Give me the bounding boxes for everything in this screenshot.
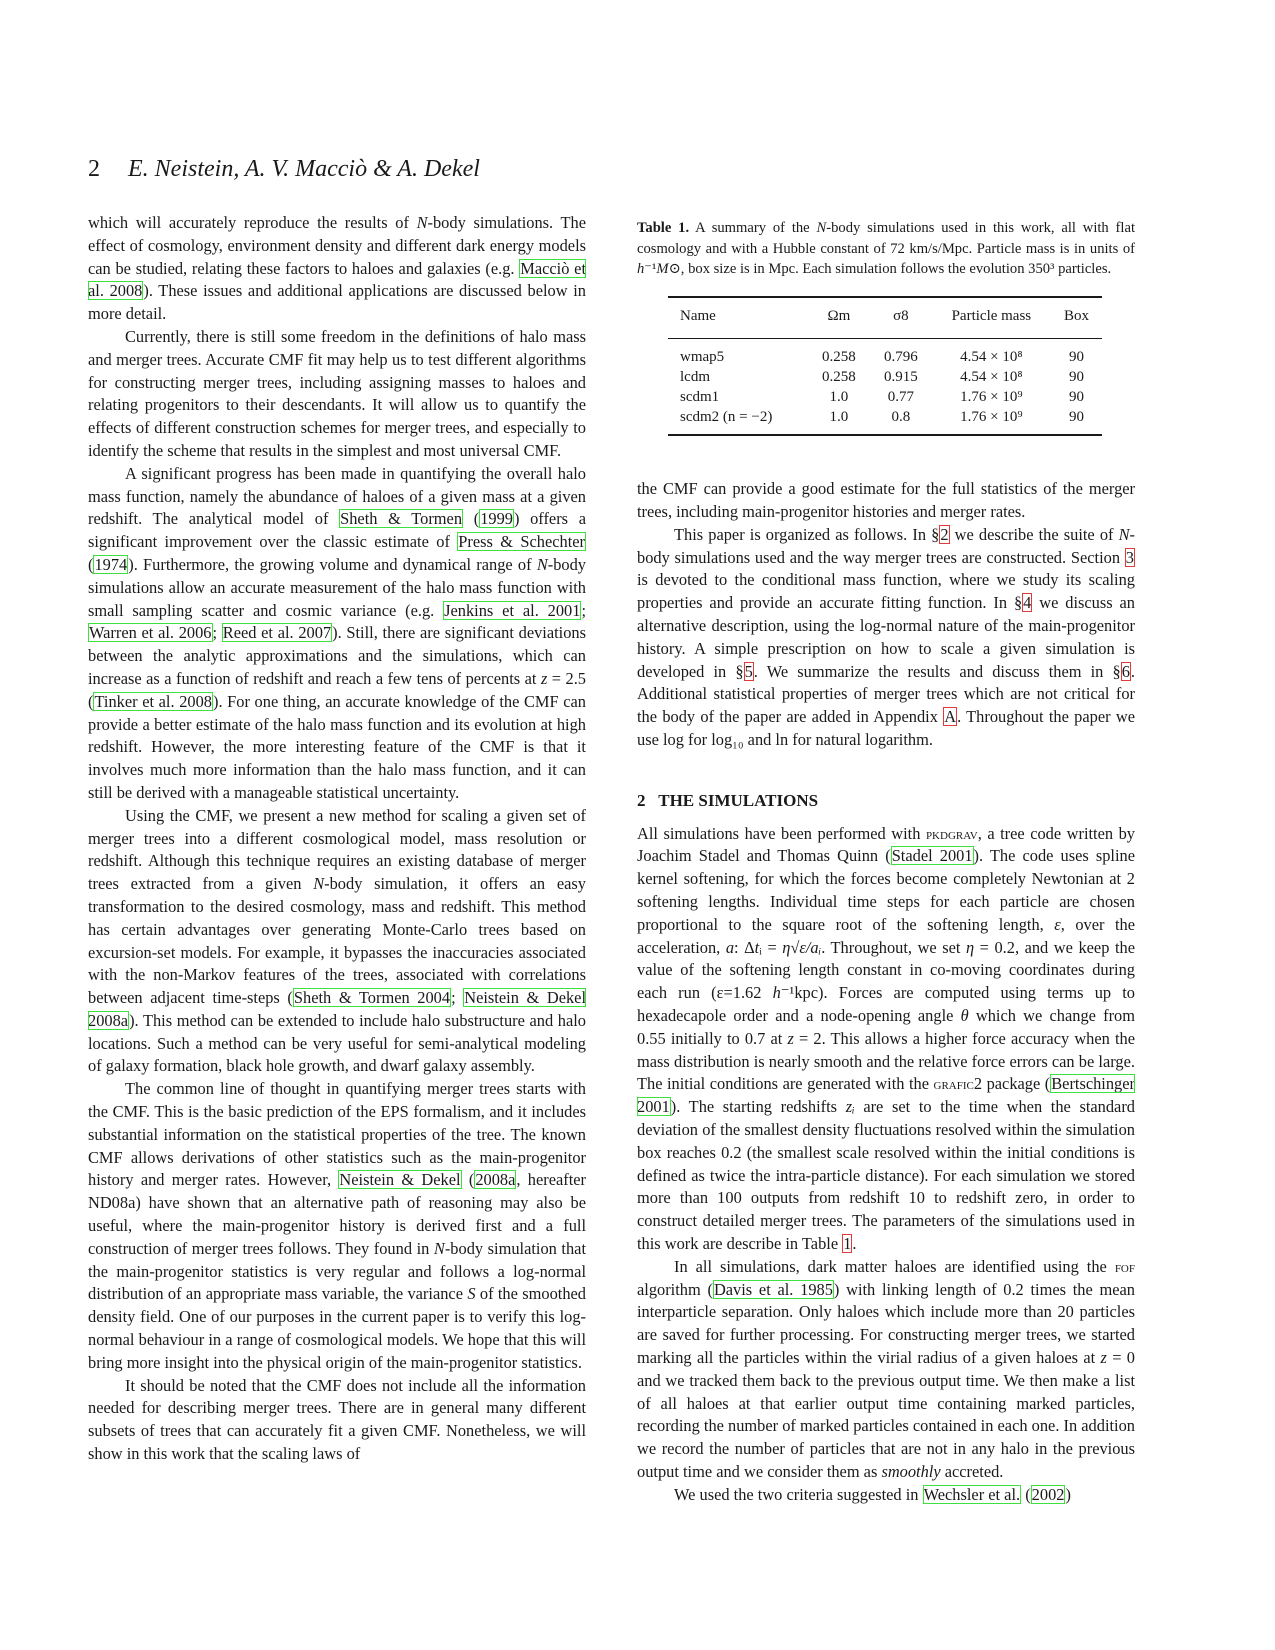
math-symbol: ε/aᵢ xyxy=(799,937,822,957)
right-body xyxy=(637,823,1135,1507)
text-run: ) offers a significant improvement over the classic estimate of xyxy=(88,509,587,552)
text-run: = 2.5 ( xyxy=(88,668,586,711)
math-symbol: z xyxy=(1100,1347,1107,1367)
text-run: ᵢ = xyxy=(759,937,783,957)
text-run: -body simulation, it offers an easy transformation to the desired cosmology, mass and redshift. This method has certain advantages over generating Monte-Carlo trees based on excursion-set models. For example, it bypasses the inaccuracies associated with the non-Markov features of the trees, associated with correlations between adjacent time-steps ( xyxy=(88,874,586,1008)
text-run: √ xyxy=(790,937,800,957)
text-run: ; xyxy=(212,623,222,643)
left-column xyxy=(88,212,586,1466)
citation-link[interactable]: Macciò et al. 2008 xyxy=(88,258,587,301)
text-run: the CMF can provide a good estimate for the full statistics of the merger trees, including main-progenitor histories and merger rates. xyxy=(637,479,1135,522)
text-run: . Throughout the paper we use log for log₁₀ and ln for natural logarithm. xyxy=(637,707,1135,750)
citation-link[interactable]: Tinker et al. 2008 xyxy=(94,691,212,711)
text-run: of the smoothed density field. One of our purposes in the current paper is to verify this log-normal behaviour in a range of cosmological models. We hope that this will bring more insight into the physical origin of the main-progenitor statistics. xyxy=(88,1284,586,1372)
text-run: ). The starting redshifts xyxy=(670,1097,846,1117)
text-run: -body simulations. The effect of cosmology, environment density and different dark energy models can be studied, relating these factors to haloes and galaxies (e.g. xyxy=(88,213,586,278)
text-run: The common line of thought in quantifying merger trees starts with the CMF. This is the basic prediction of the EPS formalism, and it includes substantial information on the statistical properties of the tree. The known CMF allows derivations of other statistics such as the main-progenitor history and merger rates. However, xyxy=(88,1079,586,1190)
text-run: ). This method can be extended to include halo substructure and halo locations. Such a method can be very useful for semi-analytical modeling of galaxy formation, black hole growth, and dwarf galaxy assembly. xyxy=(88,1010,586,1076)
table-cell: 1.0 xyxy=(829,389,849,406)
text-run: ). The code uses spline kernel softening, for which the forces become completely Newtonian at 2 softening lengths. Individual time steps for each particle are chosen proportional to the square root of the softening length, xyxy=(637,846,1135,934)
text-run: Currently, there is still some freedom in the definitions of halo mass and merger trees. Accurate CMF fit may help us to test different algorithms for constructing merger trees, including assigning masses to haloes and relating progenitors to their descendants. It will allow us to quantify the effects of different construction schemes for merger trees, and especially to identify the scheme that results in the simplest and most universal CMF. xyxy=(88,326,586,460)
text-run: . Throughout, we set xyxy=(821,937,966,957)
paragraph xyxy=(88,805,586,1079)
math-symbol: N xyxy=(313,874,325,894)
math-symbol: η xyxy=(965,937,975,957)
section-title: THE SIMULATIONS xyxy=(658,790,819,810)
text-run: ( xyxy=(88,554,94,574)
citation-link[interactable]: 2008a xyxy=(475,1170,516,1190)
table-cell: wmap5 xyxy=(680,349,725,366)
text-run: In all simulations, dark matter haloes are identified using the xyxy=(674,1256,1115,1276)
table-cell: 0.915 xyxy=(883,369,918,386)
cross-reference-link[interactable]: 5 xyxy=(744,661,753,681)
paragraph xyxy=(88,1078,586,1374)
text-run: ⁻¹kpc). Forces are computed using terms up to hexadecapole order and a node-opening angle xyxy=(637,983,1135,1026)
math-symbol: N xyxy=(536,554,548,574)
citation-link[interactable]: Sheth & Tormen xyxy=(340,509,463,529)
text-run: ) xyxy=(1065,1484,1071,1504)
text-run: ). Furthermore, the growing volume and dynamical range of xyxy=(128,554,537,574)
text-run: which we change from 0.55 initially to 0.7 at xyxy=(637,1006,1135,1048)
text-run: = 0.2, and we keep the value of the softening length constant in co-moving coordinates during each run (ε=1.62 xyxy=(637,937,1135,1003)
table-cell: 0.77 xyxy=(887,389,914,406)
text-run: ; xyxy=(581,600,586,620)
section-heading xyxy=(637,790,1135,813)
citation-link[interactable]: Neistein & Dekel 2008a xyxy=(88,988,587,1030)
table-cell: 1.76 × 10⁹ xyxy=(960,409,1023,426)
table-caption xyxy=(637,218,1135,280)
text-run: ( xyxy=(463,509,480,529)
table-column-header: σ8 xyxy=(893,307,909,324)
text-run: ) with linking length of 0.2 times the mean interparticle separation. Only haloes which include more than 20 particles are saved for further processing. For constructing merger trees, we started marking all the particles within the virial radius of a given haloes at xyxy=(637,1279,1135,1367)
text-run: , box size is in Mpc. Each simulation follows the evolution 350³ particles. xyxy=(680,261,1112,277)
text-run: 2 package ( xyxy=(973,1074,1051,1094)
cross-reference-link[interactable]: 2 xyxy=(940,524,949,544)
text-run: are set to the time when the standard deviation of the smallest density fluctuations resolved within the simulation box reaches 0.2 (the smallest scale resolved within the initial conditions is defined as twice the intra-particle distance). For each simulation we stored more than 100 outputs from redshift 10 to redshift zero, in order to construct detailed merger trees. The parameters of the simulations used in this work are describe in Table xyxy=(637,1097,1135,1253)
table-column-header: Ωm xyxy=(827,307,851,324)
text-run: A summary of the xyxy=(689,220,817,236)
paragraph xyxy=(637,823,1135,1256)
table-caption-text xyxy=(637,220,1135,277)
paragraph xyxy=(88,326,586,463)
text-run: = 0 and we tracked them back to the previous output time. We then make a list of all haloes at that earlier output time containing marked particles, recording the number of marked particles contained in each one. In addition we record the number of particles that are not in any halo in the previous output time and we consider them as xyxy=(637,1347,1135,1481)
table-column-header: Particle mass xyxy=(951,307,1032,324)
cross-reference-link[interactable]: 1 xyxy=(843,1234,852,1253)
math-symbol: N xyxy=(416,213,428,232)
math-symbol: z xyxy=(540,668,548,688)
table-cell: scdm1 xyxy=(680,389,720,406)
paragraph xyxy=(637,524,1135,752)
text-run: , over the acceleration, xyxy=(637,914,1135,957)
table-cell: 4.54 × 10⁸ xyxy=(960,349,1023,366)
text-run: -body simulations used and the way merger trees are constructed. Section xyxy=(637,524,1135,567)
math-symbol: h xyxy=(772,983,781,1003)
table-cell: 4.54 × 10⁸ xyxy=(960,369,1023,386)
text-run: We used the two criteria suggested in xyxy=(674,1484,923,1504)
running-header xyxy=(88,156,480,183)
text-run: . Additional statistical properties of merger trees which are not critical for the body of the paper are added in Appendix xyxy=(637,661,1136,727)
text-run: ( xyxy=(1021,1484,1031,1504)
table-row xyxy=(668,367,1102,387)
table-row xyxy=(668,339,1102,368)
software-name: pkdgrav xyxy=(925,823,978,843)
table-column-header: Name xyxy=(680,307,716,324)
math-symbol: h xyxy=(637,261,645,277)
citation-link[interactable]: 1974 xyxy=(94,554,128,574)
text-run: is devoted to the conditional mass function, where we study its scaling properties and provide an accurate fitting function. In § xyxy=(637,570,1135,613)
paragraph xyxy=(88,212,586,326)
citation-link[interactable]: Bertschinger 2001 xyxy=(637,1074,1135,1117)
table-cell: 1.0 xyxy=(829,409,849,426)
right-column xyxy=(637,218,1135,1507)
math-symbol: S xyxy=(467,1284,476,1304)
text-run: This paper is organized as follows. In § xyxy=(674,524,940,544)
citation-link[interactable]: Jenkins et al. 2001 xyxy=(444,600,581,620)
paragraph xyxy=(88,1375,586,1466)
cross-reference-link[interactable]: 3 xyxy=(1125,547,1134,567)
citation-link[interactable]: Reed et al. 2007 xyxy=(222,623,332,643)
table-cell: 0.8 xyxy=(891,409,911,426)
citation-link[interactable]: Wechsler et al. xyxy=(923,1484,1021,1504)
table-cell: 0.258 xyxy=(822,369,856,386)
table-cell: 1.76 × 10⁹ xyxy=(960,389,1023,406)
text-run: we discuss an alternative description, using the log-normal nature of the main-progenitor history. A simple prescription on how to scale a given simulation is developed in § xyxy=(637,593,1135,681)
cross-reference-link[interactable]: A xyxy=(944,707,957,727)
math-symbol: t xyxy=(754,937,760,957)
text-run: . We summarize the results and discuss them in § xyxy=(753,661,1121,681)
math-symbol: η xyxy=(782,937,791,957)
table-cell: scdm2 (n = −2) xyxy=(680,409,773,426)
section-number: 2 xyxy=(637,790,646,810)
math-symbol: zᵢ xyxy=(845,1097,855,1117)
table-row xyxy=(668,407,1102,435)
emphasis-text: smoothly xyxy=(881,1461,941,1481)
math-symbol: N xyxy=(816,220,827,236)
text-run: . xyxy=(852,1234,857,1253)
math-symbol: N xyxy=(433,1238,445,1258)
citation-link[interactable]: Press & Schechter xyxy=(458,532,585,552)
text-run: : Δ xyxy=(734,937,755,957)
table-column-header: Box xyxy=(1063,307,1089,324)
text-run: ( xyxy=(461,1170,475,1190)
citation-link[interactable]: Sheth & Tormen 2004 xyxy=(293,988,451,1008)
text-run: -body simulation that the main-progenitor statistics is very regular and follows a log-normal distribution of an appropriate mass variable, the variance xyxy=(88,1238,586,1304)
text-run: ⁻¹ xyxy=(644,261,657,277)
software-name: fof xyxy=(1114,1256,1135,1276)
math-symbol: a xyxy=(725,937,735,957)
table-cell: 90 xyxy=(1068,349,1084,366)
paragraph xyxy=(637,478,1135,524)
math-symbol: θ xyxy=(960,1006,969,1026)
math-symbol: N xyxy=(1118,524,1130,544)
text-run: algorithm ( xyxy=(637,1279,713,1299)
right-intro xyxy=(637,478,1135,752)
table-cell: 90 xyxy=(1068,369,1084,386)
table-cell: 90 xyxy=(1068,389,1084,406)
text-run: Using the CMF, we present a new method for scaling a given set of merger trees into a different cosmological model, mass resolution or redshift. Although this technique requires an existing database of merger trees extracted from a given xyxy=(88,805,586,894)
citation-link[interactable]: Stadel 2001 xyxy=(891,846,973,866)
table-row xyxy=(668,387,1102,407)
paragraph xyxy=(637,1484,1135,1507)
citation-link[interactable]: Davis et al. 1985 xyxy=(713,1279,833,1299)
text-run: ). These issues and additional applications are discussed below in more detail. xyxy=(88,281,586,324)
table-header-row xyxy=(668,297,1102,339)
table-cell: 90 xyxy=(1068,409,1084,426)
text-run: we describe the suite of xyxy=(949,524,1119,544)
text-run: -body simulations used in this work, all with flat cosmology and with a Hubble constant of 72 km/s/Mpc. Particle mass is in units of xyxy=(637,220,1136,257)
cross-reference-link[interactable]: 6 xyxy=(1121,661,1130,681)
math-symbol: z xyxy=(787,1028,794,1048)
text-run: It should be noted that the CMF does not include all the information needed for describing merger trees. There are in general many different subsets of trees that can accurately fit a given CMF. Nonetheless, we will show in this work that the scaling laws of xyxy=(88,1375,586,1464)
table-cell: 0.258 xyxy=(822,349,856,366)
text-run: , hereafter ND08a) have shown that an alternative path of reasoning may also be useful, where the main-progenitor history is derived first and a full construction of merger trees follows. They found in xyxy=(88,1170,587,1258)
running-header-authors: E. Neistein, A. V. Macciò & A. Dekel xyxy=(128,156,480,182)
text-run: -body simulations allow an accurate measurement of the halo mass function with small sampling scatter and cosmic variance (e.g. xyxy=(88,554,586,620)
text-run: A significant progress has been made in quantifying the overall halo mass function, namely the abundance of haloes of a given mass at a given redshift. The analytical model of xyxy=(88,463,586,529)
text-run: ; xyxy=(451,988,464,1008)
text-run: ). For one thing, an accurate knowledge of the CMF can provide a better estimate of the halo mass function and its evolution at high redshift. However, the more interesting feature of the CMF is that it involves much more information than the halo mass function, and it can still be derived with a manageable statistical uncertainty. xyxy=(88,691,586,802)
paragraph xyxy=(88,463,586,805)
cross-reference-link[interactable]: 4 xyxy=(1023,593,1032,613)
citation-link[interactable]: Neistein & Dekel xyxy=(339,1170,461,1190)
citation-link[interactable]: 2002 xyxy=(1031,1484,1065,1504)
text-run: = 2. This allows a higher force accuracy when the mass distribution is nearly smooth and the relative force errors can be large. The initial conditions are generated with the xyxy=(637,1028,1135,1094)
table-cell: 0.796 xyxy=(883,349,918,366)
software-name: grafic xyxy=(933,1074,974,1094)
citation-link[interactable]: 1999 xyxy=(480,509,513,529)
paragraph xyxy=(637,1256,1135,1484)
text-run: ⊙ xyxy=(668,261,681,277)
text-run: ). Still, there are significant deviations between the analytic approximations and the simulations, which can increase as a function of redshift and reach a few tens of percents at xyxy=(88,623,586,688)
math-symbol: M xyxy=(656,261,669,277)
text-run: which will accurately reproduce the results of xyxy=(88,213,417,232)
citation-link[interactable]: Warren et al. 2006 xyxy=(89,623,212,643)
table-cell: lcdm xyxy=(680,369,710,386)
page-number: 2 xyxy=(88,156,100,182)
math-symbol: ε xyxy=(1054,914,1061,934)
table-caption-label: Table 1. xyxy=(637,220,690,236)
text-run: All simulations have been performed with xyxy=(637,823,926,843)
text-run: accreted. xyxy=(940,1461,1004,1481)
simulations-table xyxy=(668,296,1102,437)
text-run: , a tree code written by Joachim Stadel and Thomas Quinn ( xyxy=(637,823,1135,866)
